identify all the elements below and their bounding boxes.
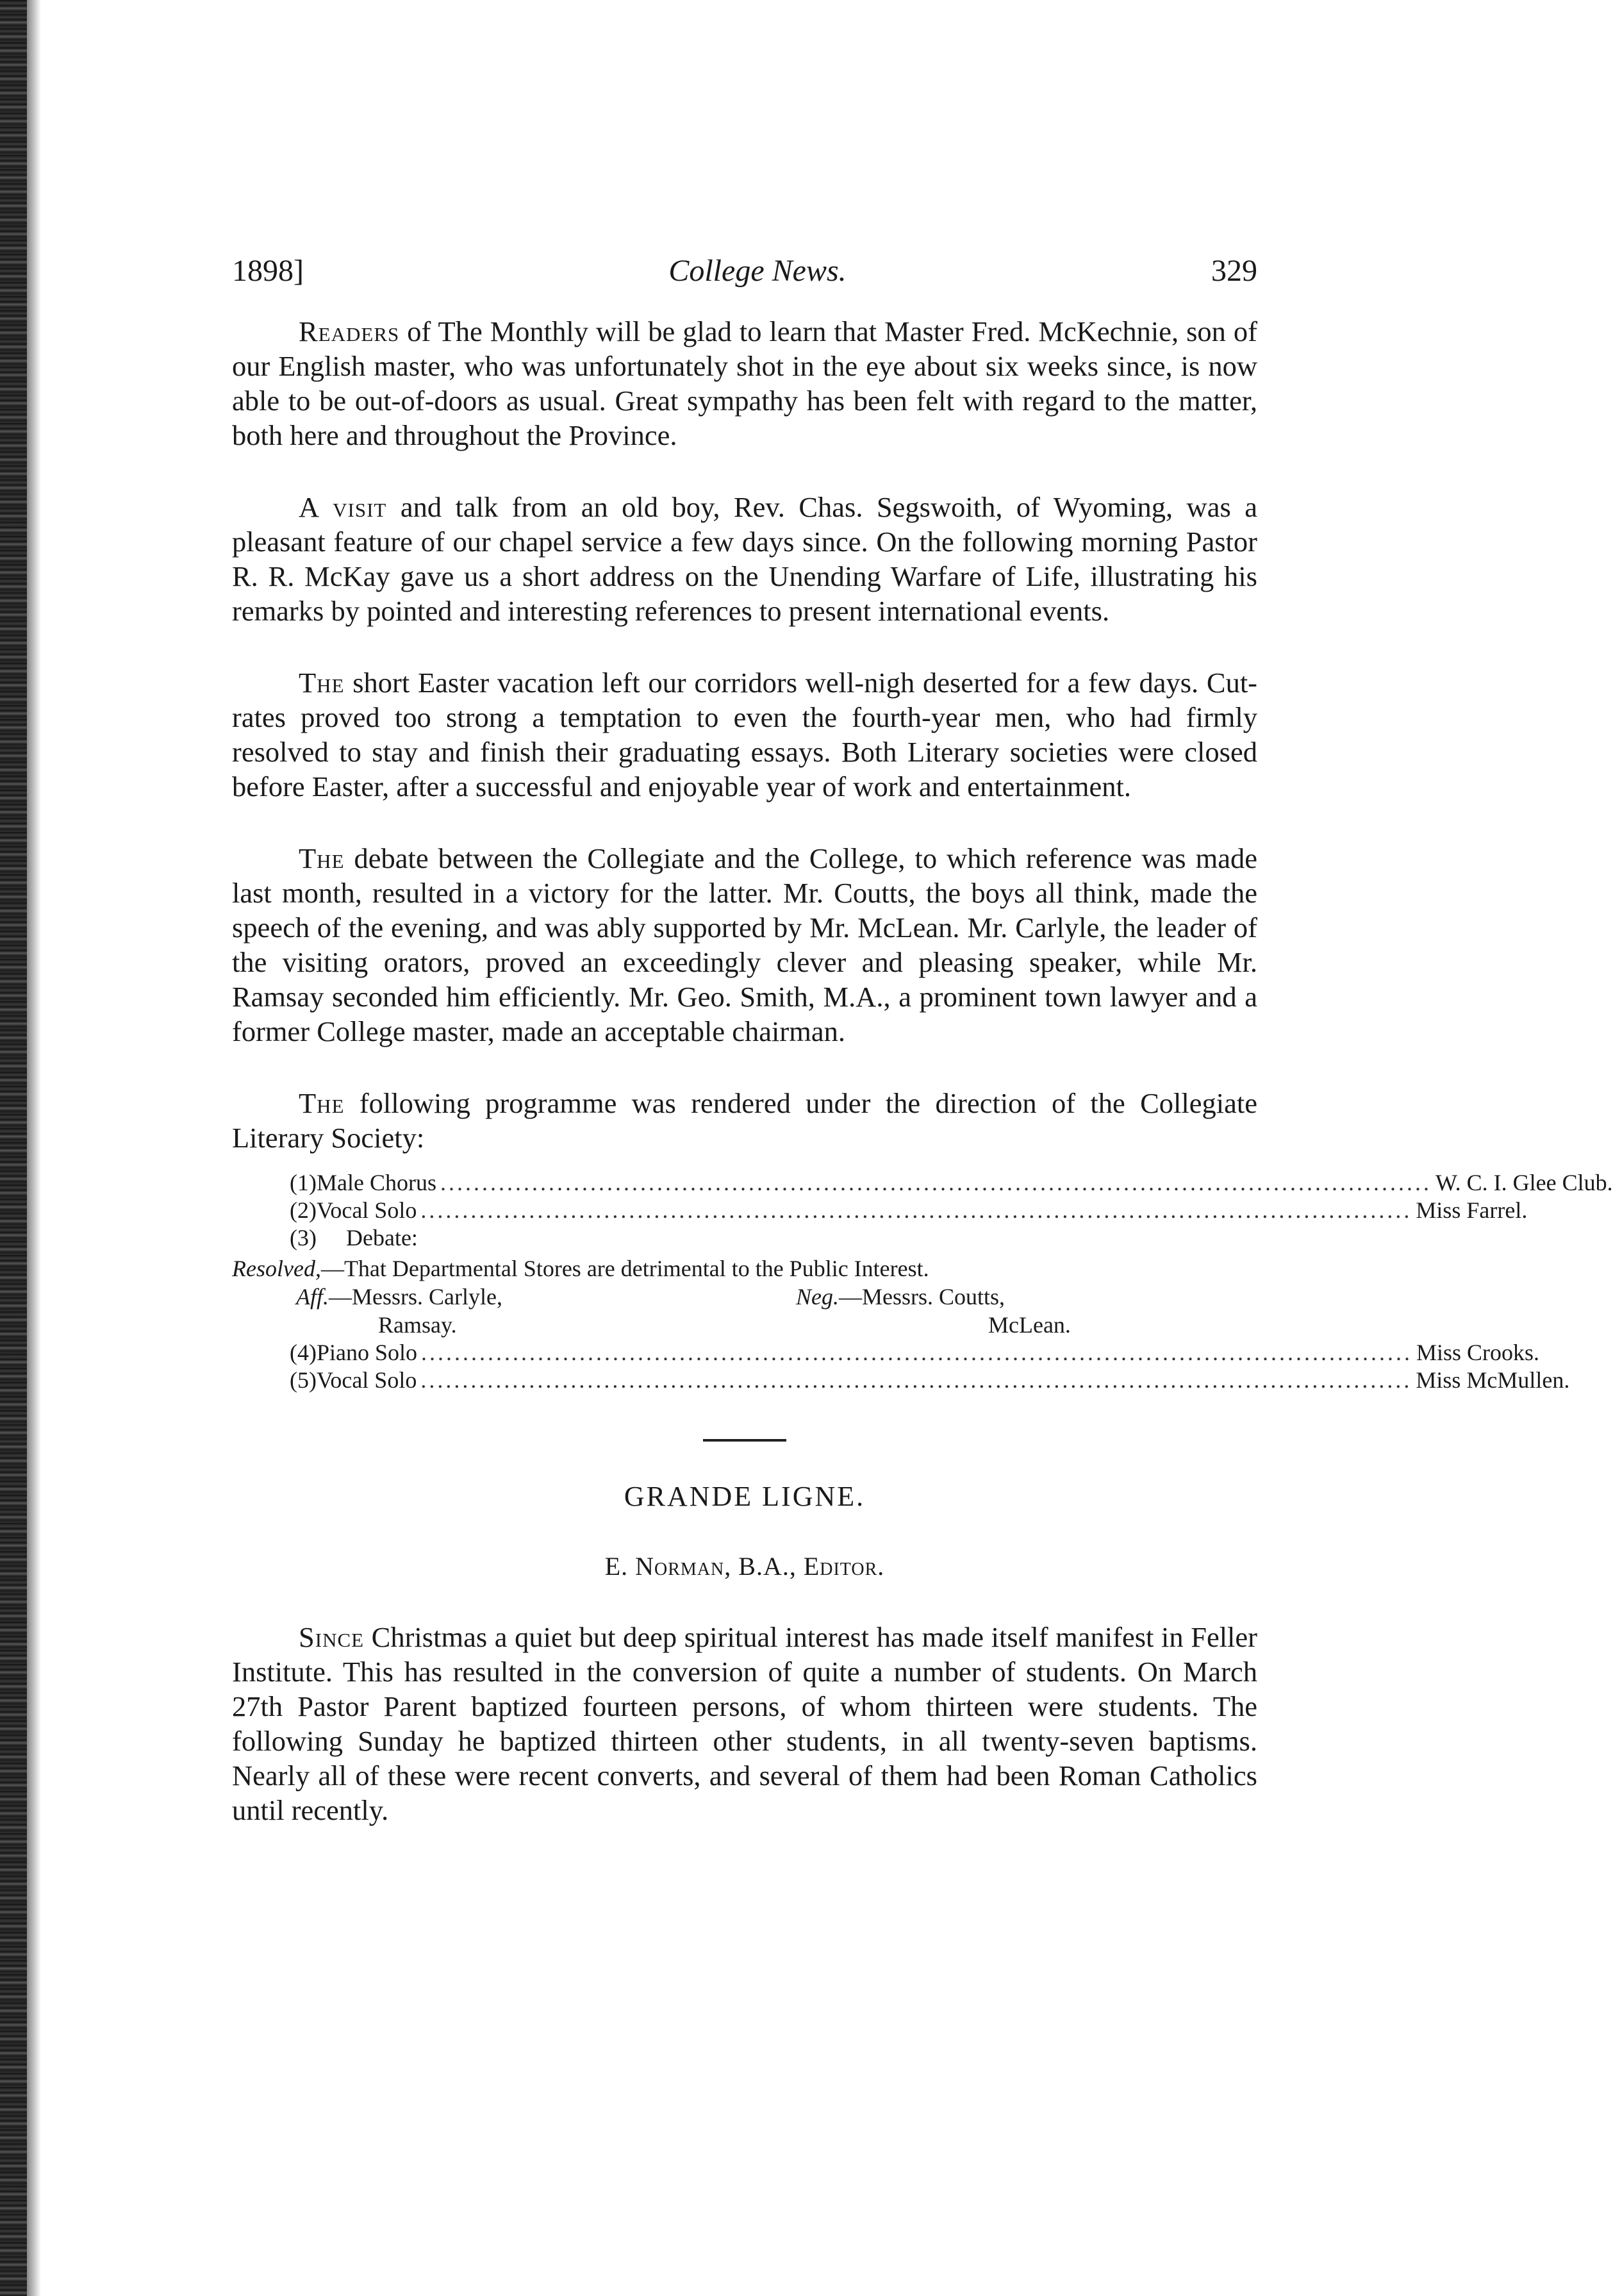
- paragraph-programme-intro: [232, 1086, 1257, 1155]
- paragraph-text: short Easter vacation left our corridors well-nigh deserted for a few days. Cut-rates proved too strong a temptation to even the fourth-year men, who had firmly resolved to stay and finish their graduating essays. Both Literary societies were closed before Easter, after a successful and enjoyable year of work and entertainment.: [232, 667, 1257, 803]
- neg-speaker-2: McLean.: [988, 1312, 1071, 1338]
- paragraph-text: of The Monthly will be glad to learn that Master Fred. McKechnie, son of our English master, who was unfortunately shot in the eye about six weeks since, is now able to be out-of-doors as usual. Great sympathy has been felt with regard to the matter, both here and throughout the Province.: [232, 315, 1257, 451]
- programme-performer: Miss Crooks.: [1416, 1340, 1540, 1365]
- section-editor: E. Norman, B.A., Editor.: [604, 1552, 885, 1581]
- header-title: College News.: [668, 254, 847, 288]
- affirmative-side: [232, 1283, 796, 1339]
- leader-dots: .......................................................................................................................: [420, 1197, 1412, 1223]
- programme-performer: W. C. I. Glee Club.: [1435, 1170, 1613, 1195]
- programme-number: (3): [290, 1225, 317, 1251]
- paragraph-lead: A visit: [299, 491, 387, 523]
- paragraph-since-christmas: [232, 1620, 1257, 1827]
- section-divider: [703, 1439, 786, 1442]
- programme-item: [232, 1224, 1257, 1252]
- paragraph-easter: [232, 665, 1257, 804]
- debate-sides: [232, 1283, 1257, 1339]
- programme-number: (4): [290, 1340, 317, 1365]
- paragraph-text: debate between the Collegiate and the College, to which reference was made last month, resulted in a victory for the latter. Mr. Coutts, the boys all think, made the speech of the evening, and was ably supported by Mr. McLean. Mr. Carlyle, the leader of the visiting orators, proved an exceedingly clever and pleasing speaker, while Mr. Ramsay seconded him efficiently. Mr. Geo. Smith, M.A., a prominent town lawyer and a former College master, made an acceptable chairman.: [232, 842, 1257, 1047]
- programme-item-name: Vocal Solo: [316, 1197, 417, 1223]
- programme-item: [232, 1339, 1540, 1367]
- book-spine-shadow: [0, 0, 27, 2296]
- programme-item: [232, 1367, 1570, 1394]
- paragraph-readers: [232, 314, 1257, 453]
- header-year: 1898]: [232, 254, 304, 288]
- paragraph-text: following programme was rendered under the direction of the Collegiate Literary Society:: [232, 1087, 1257, 1154]
- programme-item-name: Male Chorus: [316, 1170, 436, 1195]
- page-number: 329: [1211, 254, 1257, 288]
- programme-item-name: Piano Solo: [316, 1340, 418, 1365]
- programme-item: [232, 1197, 1528, 1224]
- leader-dots: .......................................................................................................................: [421, 1340, 1413, 1365]
- programme-number: (2): [290, 1197, 317, 1223]
- resolved-label: Resolved,: [232, 1256, 321, 1281]
- paragraph-visit: [232, 490, 1257, 628]
- paragraph-lead: Readers: [299, 315, 400, 347]
- programme-list: [232, 1169, 1613, 1394]
- programme-performer: Miss Farrel.: [1416, 1197, 1528, 1223]
- paragraph-lead: The: [299, 1087, 345, 1119]
- debate-resolution: [232, 1254, 1257, 1283]
- gutter-shadow: [27, 0, 41, 2296]
- neg-speaker-1: —Messrs. Coutts,: [839, 1284, 1005, 1310]
- programme-item: [232, 1169, 1613, 1197]
- paragraph-text: and talk from an old boy, Rev. Chas. Segswoith, of Wyoming, was a pleasant feature of our chapel service a few days since. On the following morning Pastor R. R. McKay gave us a short address on the Unending Warfare of Life, illustrating his remarks by pointed and interesting references to present international events.: [232, 491, 1257, 627]
- aff-label: Aff.: [296, 1284, 329, 1310]
- programme-performer: Miss McMullen.: [1416, 1367, 1570, 1393]
- aff-speaker-1: —Messrs. Carlyle,: [329, 1284, 502, 1310]
- aff-speaker-2: Ramsay.: [378, 1312, 457, 1338]
- document-page: [232, 253, 1613, 1865]
- paragraph-lead: Since: [299, 1621, 365, 1653]
- programme-item-name: Vocal Solo: [316, 1367, 417, 1393]
- negative-side: [796, 1283, 1071, 1339]
- leader-dots: .......................................................................................................................: [440, 1170, 1432, 1195]
- resolved-text: —That Departmental Stores are detrimental to the Public Interest.: [320, 1256, 929, 1281]
- running-header: [232, 253, 1257, 288]
- paragraph-lead: The: [299, 667, 345, 699]
- programme-item-name: Debate:: [346, 1225, 418, 1251]
- paragraph-text: Christmas a quiet but deep spiritual interest has made itself manifest in Feller Institute. This has resulted in the conversion of quite a number of students. On March 27th Pastor Parent baptized fourteen persons, of whom thirteen were students. The following Sunday he baptized thirteen other students, in all twenty-seven baptisms. Nearly all of these were recent converts, and several of them had been Roman Catholics until recently.: [232, 1621, 1257, 1826]
- paragraph-lead: The: [299, 842, 345, 874]
- programme-number: (5): [290, 1367, 317, 1393]
- section-title: GRANDE LIGNE.: [624, 1481, 866, 1512]
- programme-number: (1): [290, 1170, 317, 1195]
- paragraph-debate: [232, 841, 1257, 1049]
- neg-label: Neg.: [796, 1284, 839, 1310]
- leader-dots: .......................................................................................................................: [420, 1367, 1412, 1393]
